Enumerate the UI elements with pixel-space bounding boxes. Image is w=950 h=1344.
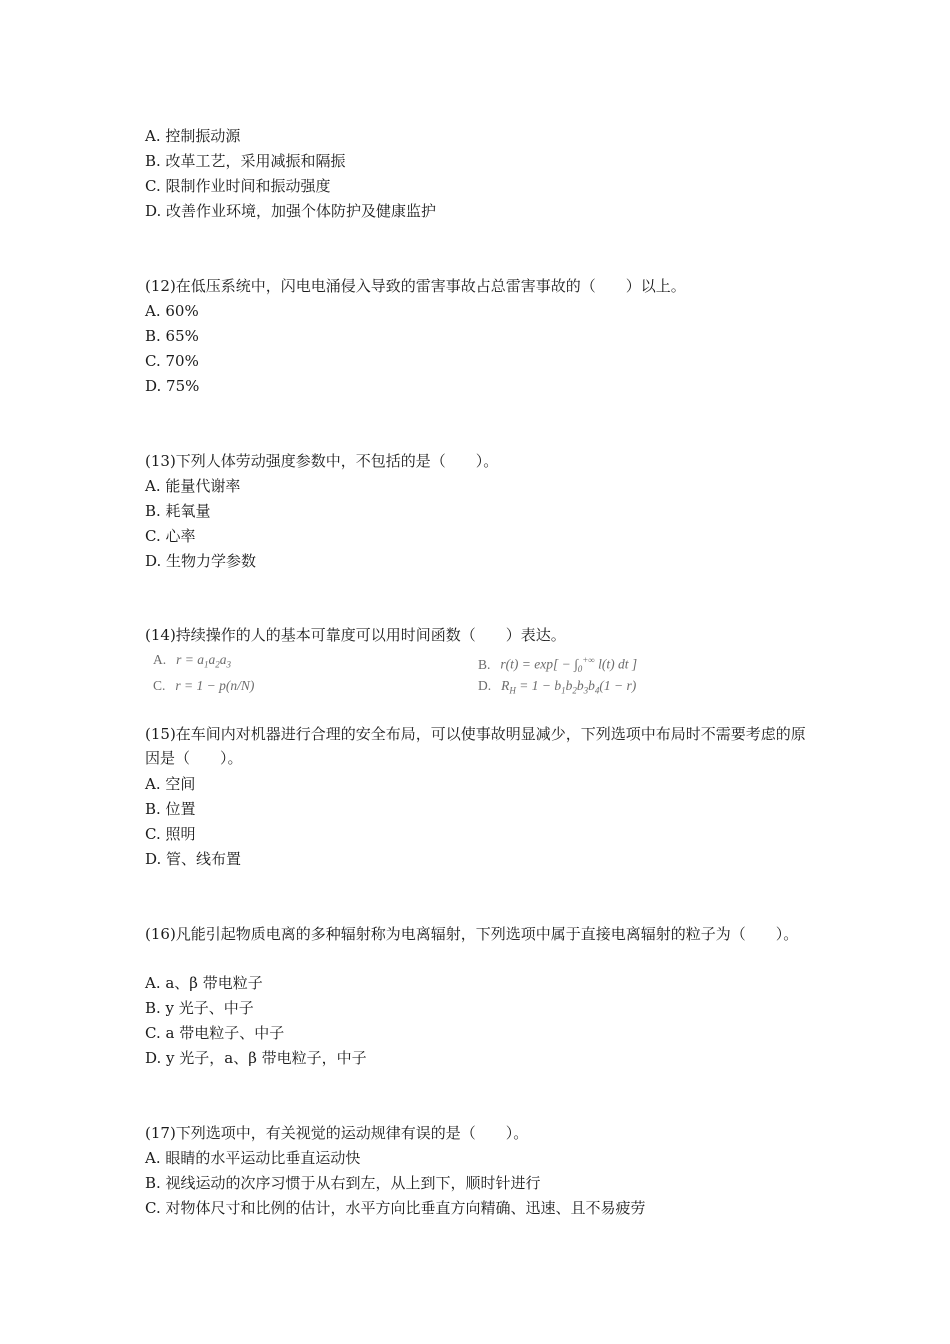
question-stem: (13)下列人体劳动强度参数中，不包括的是（ ）。: [145, 452, 499, 470]
option-text: C. 限制作业时间和振动强度: [145, 177, 331, 195]
option-text: D. 75%: [145, 377, 200, 395]
option-text: A. 眼睛的水平运动比垂直运动快: [145, 1149, 361, 1167]
question-stem: (15)在车间内对机器进行合理的安全布局，可以使事故明显减少，下列选项中布局时不需要考虑的原因是（ ）。: [145, 725, 806, 767]
formula-option-b: B. $r(t) = \exp[ - \int_0^{+\infty}$ l(t) dt ]: [478, 655, 638, 675]
option-text: A. 空间: [145, 775, 196, 793]
option-text: B. y 光子、中子: [145, 999, 254, 1017]
option-text: A. 能量代谢率: [145, 477, 241, 495]
option-text: C. 照明: [145, 825, 196, 843]
option-text: A. 60%: [145, 302, 199, 320]
option-text: D. 管、线布置: [145, 850, 242, 868]
question-stem: (12)在低压系统中，闪电电涌侵入导致的雷害事故占总雷害事故的（ ）以上。: [145, 277, 686, 295]
option-text: C. 70%: [145, 352, 199, 370]
option-text: A. a、β 带电粒子: [145, 974, 263, 992]
option-text: B. 65%: [145, 327, 199, 345]
option-text: D. 改善作业环境，加强个体防护及健康监护: [145, 202, 437, 220]
formula-label: C.: [153, 678, 166, 693]
option-text: D. y 光子，a、β 带电粒子，中子: [145, 1049, 367, 1067]
question-stem: (14)持续操作的人的基本可靠度可以用时间函数（ ）表达。: [145, 626, 566, 644]
option-text: B. 耗氧量: [145, 502, 211, 520]
formula-label: B.: [478, 656, 491, 672]
formula-option-a: A. $r = a_1a_2a_3$: [153, 652, 231, 670]
option-text: C. 对物体尺寸和比例的估计，水平方向比垂直方向精确、迅速、且不易疲劳: [145, 1199, 646, 1217]
option-text: D. 生物力学参数: [145, 552, 257, 570]
option-text: B. 视线运动的次序习惯于从右到左，从上到下，顺时针进行: [145, 1174, 541, 1192]
option-text: A. 控制振动源: [145, 127, 241, 145]
option-text: C. a 带电粒子、中子: [145, 1024, 285, 1042]
option-text: B. 位置: [145, 800, 196, 818]
option-text: B. 改革工艺，采用减振和隔振: [145, 152, 346, 170]
formula-label: A.: [153, 652, 167, 667]
question-stem: (17)下列选项中，有关视觉的运动规律有误的是（ ）。: [145, 1124, 529, 1142]
formula-option-d: D. $R_H = 1 - b_1b_2b_3b_4(1 - r)$: [478, 678, 637, 696]
question-stem: (16)凡能引起物质电离的多种辐射称为电离辐射，下列选项中属于直接电离辐射的粒子为（ ）。: [145, 925, 799, 943]
formula-option-c: C. r = 1 − p(n/N): [153, 678, 255, 693]
formula-label: D.: [478, 678, 492, 693]
option-text: C. 心率: [145, 527, 196, 545]
